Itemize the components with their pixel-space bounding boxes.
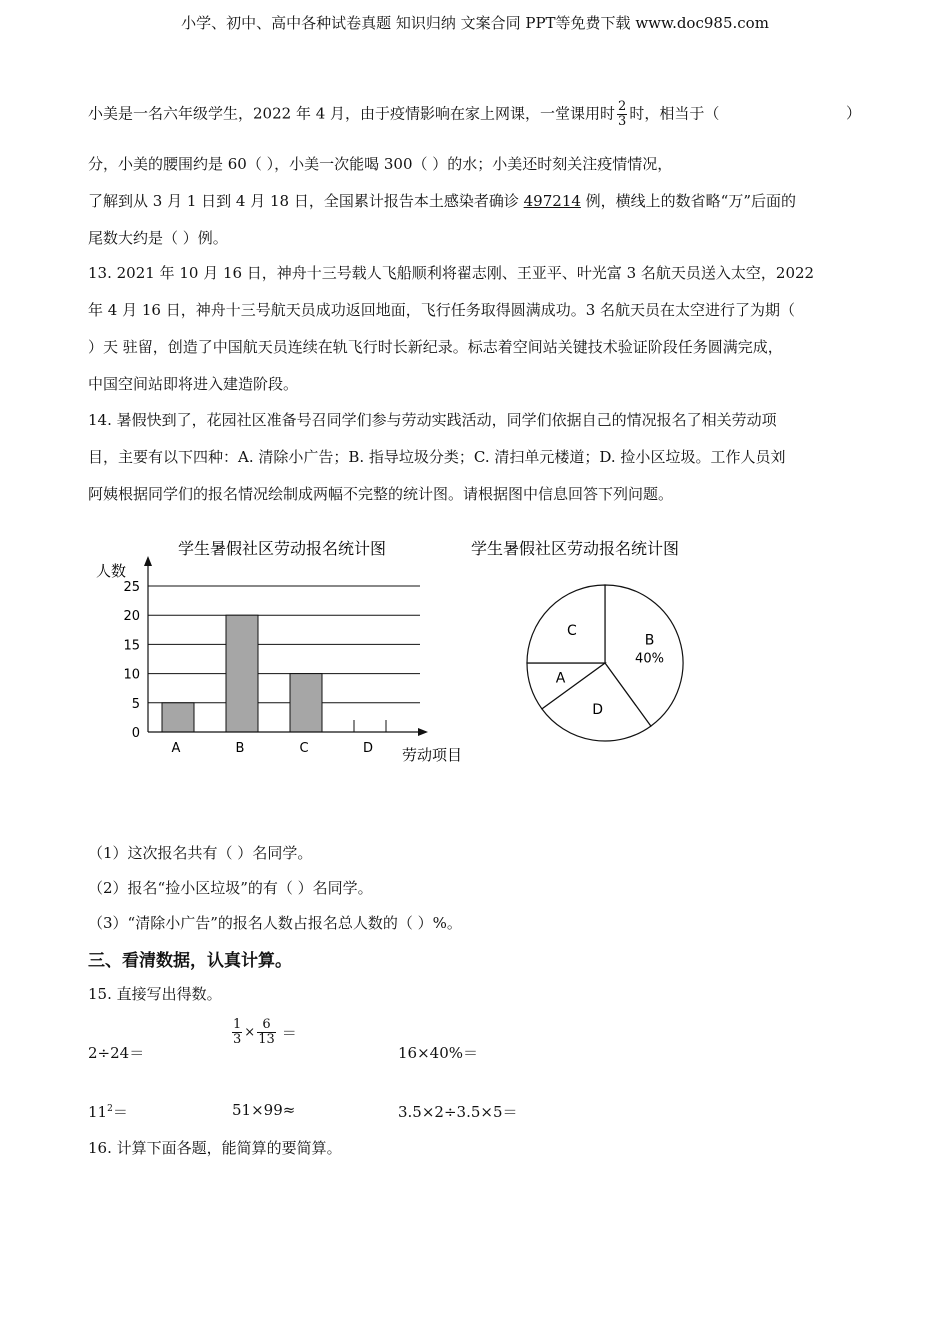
calc-fraction-product: $\frac{1}{3}$ × $\frac{6}{13}$ ＝: [233, 1017, 297, 1047]
bar-B: [226, 615, 258, 732]
q16-title: 16. 计算下面各题，能简算的要简算。: [88, 1139, 342, 1157]
calc-51x99: 51×99≈: [232, 1101, 296, 1119]
y-tick-label: 20: [123, 609, 140, 625]
q13-line1: 13. 2021 年 10 月 16 日，神舟十三号载人飞船顺利将翟志刚、王亚平、叶光富 3 名航天员送入太空，2022: [88, 264, 815, 282]
x-tick-label: B: [235, 741, 245, 756]
calc-2div24: 2÷24＝: [88, 1044, 145, 1062]
pie-slice-C: [527, 585, 605, 663]
section3-title: 三、看清数据，认真计算。: [88, 951, 292, 971]
q13-line4: 中国空间站即将进入建造阶段。: [88, 375, 299, 393]
q12-line3: 了解到从 3 月 1 日到 4 月 18 日，全国累计报告本土感染者确诊 497214 例，横线上的数省略“万”后面的: [88, 192, 797, 210]
q14-sub1: （1）这次报名共有（ ）名同学。: [88, 844, 313, 862]
q13-line3: ）天 驻留，创造了中国航天员连续在轨飞行时长新纪录。标志着空间站关键技术验证阶段任务圆满完成，: [88, 338, 783, 356]
calc-16x40pct: 16×40%＝: [398, 1044, 478, 1062]
q12-line4: 尾数大约是（ ）例。: [88, 229, 228, 247]
q14-line1: 14. 暑假快到了，花园社区准备号召同学们参与劳动实践活动，同学们依据自己的情况报名了相关劳动项: [88, 411, 777, 429]
q14-sub2: （2）报名“捡小区垃圾”的有（ ）名同学。: [88, 879, 373, 897]
calc-3-5-expr: 3.5×2÷3.5×5＝: [398, 1103, 518, 1121]
pie-chart: [465, 530, 715, 750]
q15-title: 15. 直接写出得数。: [88, 985, 222, 1003]
y-tick-label: 15: [123, 638, 140, 654]
bar-chart: [90, 530, 490, 775]
q14-sub3: （3）“清除小广告”的报名人数占报名总人数的（ ）%。: [88, 914, 462, 932]
calc-11-squared: $11^2=$: [88, 1103, 128, 1121]
x-tick-label: C: [299, 741, 309, 756]
x-tick-label: A: [171, 741, 181, 756]
y-tick-label: 25: [123, 580, 140, 595]
q13-line2: 年 4 月 16 日，神舟十三号航天员成功返回地面，飞行任务取得圆满成功。3 名航天员在太空进行了为期（: [88, 301, 796, 319]
x-tick-label: D: [362, 741, 374, 756]
underlined-number: 497214: [523, 192, 581, 210]
bar-chart-title: 学生暑假社区劳动报名统计图: [178, 539, 387, 558]
y-tick-label: 0: [131, 726, 140, 741]
pie-label-D: D: [592, 702, 604, 719]
pie-label-B: B: [644, 632, 655, 649]
q12-line1: 小美是一名六年级学生，2022 年 4 月，由于疫情影响在家上网课，一堂课用时 $\frac{2}{3}$ 时，相当于（: [88, 99, 720, 129]
pie-chart-title: 学生暑假社区劳动报名统计图: [471, 539, 680, 558]
q12-line2: 分，小美的腰围约是 60（ ），小美一次能喝 300（ ）的水；小美还时刻关注疫情情况，: [88, 155, 673, 173]
bar-A: [162, 703, 194, 732]
pie-percent-label-B: 40%: [635, 651, 664, 667]
bar-chart-y-label: 人数: [96, 562, 127, 580]
q14-line3: 阿姨根据同学们的报名情况绘制成两幅不完整的统计图。请根据图中信息回答下列问题。: [88, 485, 674, 503]
y-tick-label: 5: [131, 696, 140, 712]
bar-C: [290, 674, 322, 732]
x-axis-arrow: [418, 728, 428, 736]
page-header: 小学、初中、高中各种试卷真题 知识归纳 文案合同 PPT等免费下载 www.doc985.com: [181, 14, 769, 32]
pie-label-C: C: [567, 622, 577, 639]
q12-blank-close: ）: [846, 104, 862, 122]
fraction-two-thirds: $\frac{2}{3}$: [618, 99, 627, 129]
q14-line2: 目，主要有以下四种：A. 清除小广告；B. 指导垃圾分类；C. 清扫单元楼道；D. 捡小区垃圾。工作人员刘: [88, 448, 786, 466]
bar-chart-x-label: 劳动项目: [402, 746, 463, 764]
y-axis-arrow: [144, 556, 152, 566]
y-tick-label: 10: [123, 667, 140, 683]
pie-label-A: A: [555, 670, 566, 687]
q12-line1-text: 小美是一名六年级学生，2022 年 4 月，由于疫情影响在家上网课，一堂课用时: [88, 104, 616, 123]
